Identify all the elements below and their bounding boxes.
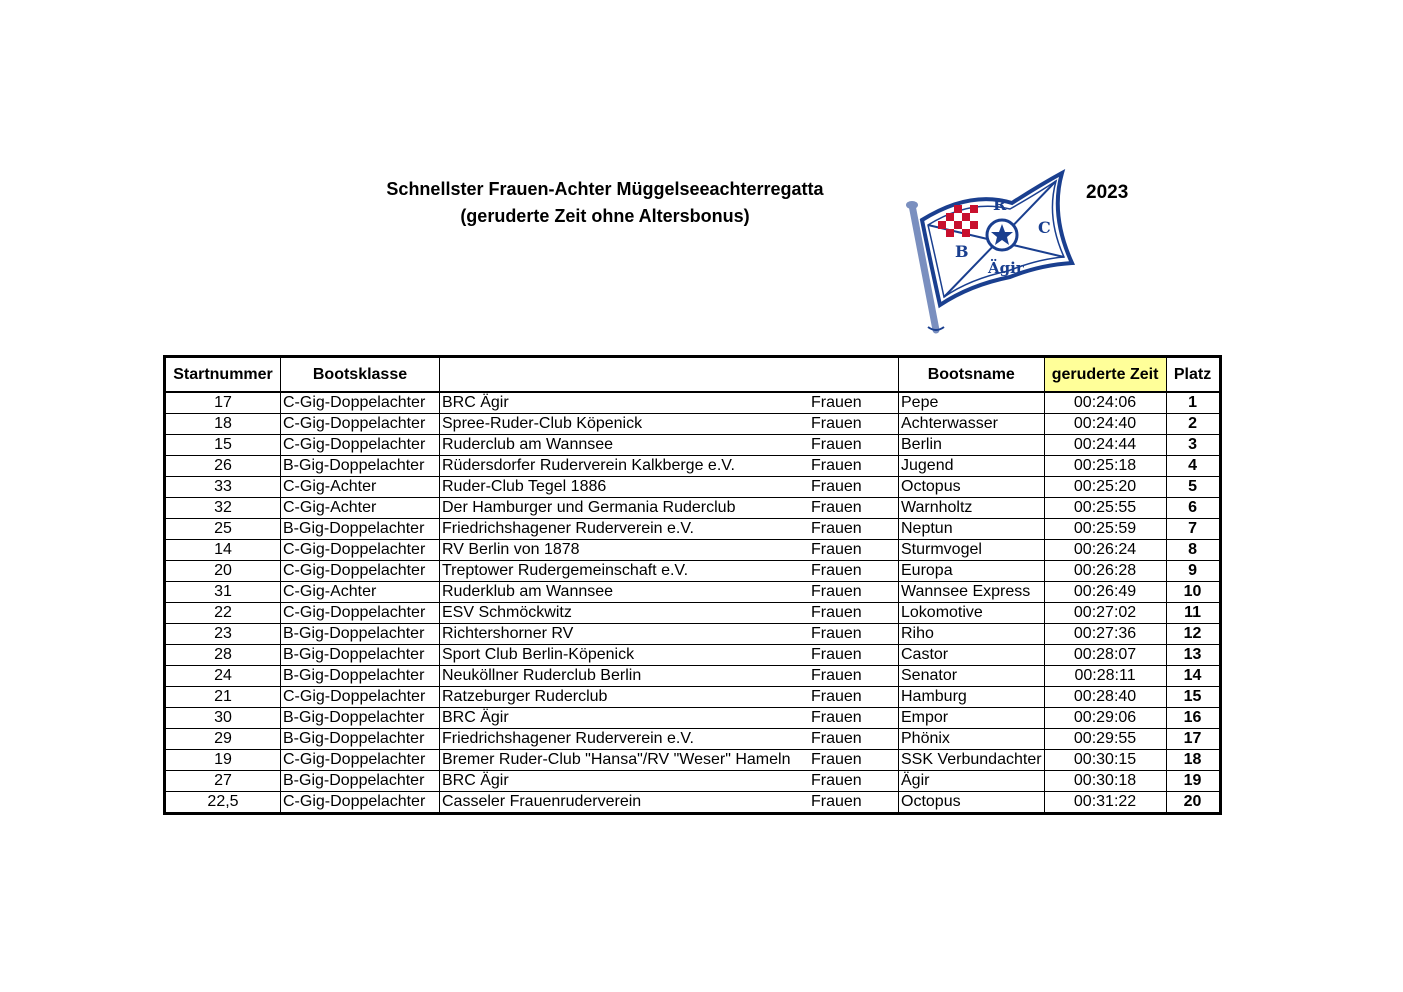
cell-kategorie: Frauen xyxy=(811,415,862,432)
cell-verein: Ruderklub am Wannsee xyxy=(442,583,614,600)
cell-kategorie: Frauen xyxy=(811,751,862,768)
cell-verein: Friedrichshagener Ruderverein e.V. xyxy=(442,520,694,537)
cell-geruderte-zeit: 00:25:59 xyxy=(1044,519,1166,540)
cell-kategorie: Frauen xyxy=(811,688,862,705)
col-platz: Platz xyxy=(1166,357,1220,393)
cell-verein-kategorie xyxy=(440,645,899,666)
cell-kategorie: Frauen xyxy=(811,793,862,810)
year-label: 2023 xyxy=(1086,182,1129,203)
cell-bootsname: Europa xyxy=(899,561,1045,582)
cell-platz: 14 xyxy=(1166,666,1220,687)
cell-verein: BRC Ägir xyxy=(442,772,509,789)
col-geruderte-zeit: geruderte Zeit xyxy=(1044,357,1166,393)
cell-bootsklasse: B-Gig-Doppelachter xyxy=(281,771,440,792)
cell-verein-kategorie xyxy=(440,792,899,814)
cell-kategorie: Frauen xyxy=(811,709,862,726)
logo-letter-r: R xyxy=(993,195,1007,214)
cell-verein-kategorie xyxy=(440,603,899,624)
cell-platz: 5 xyxy=(1166,477,1220,498)
cell-bootsklasse: B-Gig-Doppelachter xyxy=(281,519,440,540)
cell-geruderte-zeit: 00:26:28 xyxy=(1044,561,1166,582)
cell-verein: Sport Club Berlin-Köpenick xyxy=(442,646,635,663)
cell-verein-kategorie xyxy=(440,582,899,603)
cell-geruderte-zeit: 00:30:18 xyxy=(1044,771,1166,792)
cell-startnummer: 33 xyxy=(165,477,281,498)
cell-bootsname: Phönix xyxy=(899,729,1045,750)
cell-verein: BRC Ägir xyxy=(442,709,509,726)
col-bootsname: Bootsname xyxy=(899,357,1045,393)
cell-verein-kategorie xyxy=(440,519,899,540)
col-startnummer: Startnummer xyxy=(165,357,281,393)
cell-verein-kategorie xyxy=(440,624,899,645)
cell-verein: Friedrichshagener Ruderverein e.V. xyxy=(442,730,694,747)
cell-bootsname: Ägir xyxy=(899,771,1045,792)
cell-kategorie: Frauen xyxy=(811,436,862,453)
cell-verein: BRC Ägir xyxy=(442,394,509,411)
cell-bootsname: Lokomotive xyxy=(899,603,1045,624)
cell-kategorie: Frauen xyxy=(811,520,862,537)
cell-bootsname: SSK Verbundachter xyxy=(899,750,1045,771)
cell-bootsklasse: B-Gig-Doppelachter xyxy=(281,708,440,729)
logo-letter-b: B xyxy=(955,242,969,261)
cell-verein-kategorie xyxy=(440,540,899,561)
table-row xyxy=(165,392,1221,414)
table-row xyxy=(165,729,1221,750)
cell-geruderte-zeit: 00:27:36 xyxy=(1044,624,1166,645)
cell-geruderte-zeit: 00:25:18 xyxy=(1044,456,1166,477)
cell-platz: 3 xyxy=(1166,435,1220,456)
cell-verein-kategorie xyxy=(440,771,899,792)
cell-verein-kategorie xyxy=(440,477,899,498)
cell-startnummer: 32 xyxy=(165,498,281,519)
cell-verein: Rüdersdorfer Ruderverein Kalkberge e.V. xyxy=(442,457,735,474)
cell-bootsklasse: C-Gig-Achter xyxy=(281,498,440,519)
cell-bootsname: Empor xyxy=(899,708,1045,729)
cell-verein-kategorie xyxy=(440,414,899,435)
cell-kategorie: Frauen xyxy=(811,541,862,558)
cell-startnummer: 17 xyxy=(165,392,281,414)
cell-bootsklasse: B-Gig-Doppelachter xyxy=(281,729,440,750)
cell-bootsklasse: C-Gig-Doppelachter xyxy=(281,414,440,435)
cell-bootsklasse: B-Gig-Doppelachter xyxy=(281,666,440,687)
table-row xyxy=(165,666,1221,687)
cell-bootsname: Wannsee Express xyxy=(899,582,1045,603)
table-row xyxy=(165,414,1221,435)
cell-platz: 9 xyxy=(1166,561,1220,582)
cell-verein-kategorie xyxy=(440,729,899,750)
cell-verein-kategorie xyxy=(440,666,899,687)
cell-bootsname: Achterwasser xyxy=(899,414,1045,435)
cell-geruderte-zeit: 00:29:55 xyxy=(1044,729,1166,750)
cell-geruderte-zeit: 00:31:22 xyxy=(1044,792,1166,814)
cell-platz: 16 xyxy=(1166,708,1220,729)
table-row xyxy=(165,582,1221,603)
cell-bootsname: Jugend xyxy=(899,456,1045,477)
cell-kategorie: Frauen xyxy=(811,499,862,516)
cell-bootsname: Sturmvogel xyxy=(899,540,1045,561)
cell-bootsname: Neptun xyxy=(899,519,1045,540)
cell-kategorie: Frauen xyxy=(811,730,862,747)
cell-startnummer: 27 xyxy=(165,771,281,792)
cell-startnummer: 26 xyxy=(165,456,281,477)
cell-verein: Ratzeburger Ruderclub xyxy=(442,688,608,705)
cell-startnummer: 30 xyxy=(165,708,281,729)
col-bootsklasse: Bootsklasse xyxy=(281,357,440,393)
cell-platz: 17 xyxy=(1166,729,1220,750)
cell-kategorie: Frauen xyxy=(811,604,862,621)
cell-startnummer: 18 xyxy=(165,414,281,435)
table-row xyxy=(165,792,1221,814)
cell-platz: 6 xyxy=(1166,498,1220,519)
cell-verein: Ruder-Club Tegel 1886 xyxy=(442,478,607,495)
cell-kategorie: Frauen xyxy=(811,625,862,642)
cell-bootsklasse: B-Gig-Doppelachter xyxy=(281,645,440,666)
cell-startnummer: 22,5 xyxy=(165,792,281,814)
cell-verein-kategorie xyxy=(440,687,899,708)
cell-kategorie: Frauen xyxy=(811,583,862,600)
cell-platz: 13 xyxy=(1166,645,1220,666)
cell-geruderte-zeit: 00:26:49 xyxy=(1044,582,1166,603)
cell-bootsname: Senator xyxy=(899,666,1045,687)
flag-icon xyxy=(900,165,1080,340)
table-row xyxy=(165,687,1221,708)
logo-club-name: Ägir xyxy=(988,259,1024,277)
cell-kategorie: Frauen xyxy=(811,394,862,411)
cell-platz: 15 xyxy=(1166,687,1220,708)
cell-bootsklasse: C-Gig-Achter xyxy=(281,582,440,603)
table-row xyxy=(165,645,1221,666)
cell-kategorie: Frauen xyxy=(811,457,862,474)
cell-platz: 8 xyxy=(1166,540,1220,561)
cell-kategorie: Frauen xyxy=(811,562,862,579)
cell-bootsname: Pepe xyxy=(899,392,1045,414)
cell-startnummer: 15 xyxy=(165,435,281,456)
cell-verein-kategorie xyxy=(440,456,899,477)
cell-kategorie: Frauen xyxy=(811,772,862,789)
cell-verein-kategorie xyxy=(440,498,899,519)
cell-geruderte-zeit: 00:27:02 xyxy=(1044,603,1166,624)
cell-bootsklasse: C-Gig-Doppelachter xyxy=(281,435,440,456)
cell-startnummer: 21 xyxy=(165,687,281,708)
cell-verein: RV Berlin von 1878 xyxy=(442,541,580,558)
cell-verein: ESV Schmöckwitz xyxy=(442,604,572,621)
cell-verein-kategorie xyxy=(440,561,899,582)
table-body xyxy=(165,392,1221,814)
cell-bootsklasse: C-Gig-Doppelachter xyxy=(281,750,440,771)
cell-startnummer: 14 xyxy=(165,540,281,561)
table-row xyxy=(165,708,1221,729)
cell-startnummer: 20 xyxy=(165,561,281,582)
cell-kategorie: Frauen xyxy=(811,646,862,663)
cell-startnummer: 28 xyxy=(165,645,281,666)
cell-platz: 19 xyxy=(1166,771,1220,792)
table-row xyxy=(165,771,1221,792)
cell-platz: 4 xyxy=(1166,456,1220,477)
cell-bootsklasse: C-Gig-Doppelachter xyxy=(281,392,440,414)
cell-kategorie: Frauen xyxy=(811,478,862,495)
cell-verein: Bremer Ruder-Club "Hansa"/RV "Weser" Hameln xyxy=(442,751,791,768)
cell-geruderte-zeit: 00:28:07 xyxy=(1044,645,1166,666)
cell-geruderte-zeit: 00:26:24 xyxy=(1044,540,1166,561)
cell-bootsklasse: C-Gig-Doppelachter xyxy=(281,792,440,814)
cell-bootsname: Octopus xyxy=(899,477,1045,498)
title-line-2: (geruderte Zeit ohne Altersbonus) xyxy=(460,206,750,226)
col-verein-kategorie xyxy=(440,357,899,393)
table-row xyxy=(165,477,1221,498)
cell-geruderte-zeit: 00:28:40 xyxy=(1044,687,1166,708)
cell-verein: Spree-Ruder-Club Köpenick xyxy=(442,415,643,432)
cell-verein: Casseler Frauenruderverein xyxy=(442,793,642,810)
cell-verein: Neuköllner Ruderclub Berlin xyxy=(442,667,642,684)
cell-bootsklasse: C-Gig-Doppelachter xyxy=(281,687,440,708)
cell-platz: 20 xyxy=(1166,792,1220,814)
table-row xyxy=(165,603,1221,624)
cell-verein-kategorie xyxy=(440,392,899,414)
cell-bootsname: Hamburg xyxy=(899,687,1045,708)
cell-geruderte-zeit: 00:24:06 xyxy=(1044,392,1166,414)
title-line-1: Schnellster Frauen-Achter Müggelseeachterregatta xyxy=(386,179,824,199)
table-header-row xyxy=(165,357,1221,393)
cell-startnummer: 25 xyxy=(165,519,281,540)
cell-verein: Treptower Rudergemeinschaft e.V. xyxy=(442,562,689,579)
page-title xyxy=(340,176,870,230)
cell-bootsklasse: B-Gig-Doppelachter xyxy=(281,624,440,645)
cell-platz: 1 xyxy=(1166,392,1220,414)
cell-startnummer: 29 xyxy=(165,729,281,750)
table-row xyxy=(165,624,1221,645)
table-row xyxy=(165,435,1221,456)
cell-geruderte-zeit: 00:28:11 xyxy=(1044,666,1166,687)
cell-bootsklasse: C-Gig-Doppelachter xyxy=(281,540,440,561)
cell-geruderte-zeit: 00:25:55 xyxy=(1044,498,1166,519)
cell-verein: Der Hamburger und Germania Ruderclub xyxy=(442,499,736,516)
table-row xyxy=(165,498,1221,519)
cell-bootsname: Castor xyxy=(899,645,1045,666)
cell-startnummer: 24 xyxy=(165,666,281,687)
cell-verein: Ruderclub am Wannsee xyxy=(442,436,614,453)
club-flag-logo xyxy=(900,165,1080,340)
cell-startnummer: 23 xyxy=(165,624,281,645)
cell-geruderte-zeit: 00:24:44 xyxy=(1044,435,1166,456)
cell-geruderte-zeit: 00:29:06 xyxy=(1044,708,1166,729)
cell-bootsname: Berlin xyxy=(899,435,1045,456)
cell-startnummer: 31 xyxy=(165,582,281,603)
cell-bootsname: Warnholtz xyxy=(899,498,1045,519)
cell-verein-kategorie xyxy=(440,435,899,456)
cell-startnummer: 22 xyxy=(165,603,281,624)
cell-verein-kategorie xyxy=(440,708,899,729)
table-row xyxy=(165,540,1221,561)
cell-bootsname: Riho xyxy=(899,624,1045,645)
table-row xyxy=(165,456,1221,477)
cell-platz: 2 xyxy=(1166,414,1220,435)
table-row xyxy=(165,561,1221,582)
cell-bootsklasse: B-Gig-Doppelachter xyxy=(281,456,440,477)
cell-bootsklasse: C-Gig-Achter xyxy=(281,477,440,498)
cell-platz: 12 xyxy=(1166,624,1220,645)
cell-bootsname: Octopus xyxy=(899,792,1045,814)
cell-platz: 7 xyxy=(1166,519,1220,540)
cell-bootsklasse: C-Gig-Doppelachter xyxy=(281,603,440,624)
cell-platz: 10 xyxy=(1166,582,1220,603)
cell-geruderte-zeit: 00:24:40 xyxy=(1044,414,1166,435)
cell-verein: Richtershorner RV xyxy=(442,625,574,642)
logo-letter-c: C xyxy=(1038,218,1051,237)
cell-geruderte-zeit: 00:30:15 xyxy=(1044,750,1166,771)
cell-platz: 11 xyxy=(1166,603,1220,624)
cell-bootsklasse: C-Gig-Doppelachter xyxy=(281,561,440,582)
cell-geruderte-zeit: 00:25:20 xyxy=(1044,477,1166,498)
table-row xyxy=(165,519,1221,540)
cell-verein-kategorie xyxy=(440,750,899,771)
cell-kategorie: Frauen xyxy=(811,667,862,684)
table-row xyxy=(165,750,1221,771)
cell-startnummer: 19 xyxy=(165,750,281,771)
results-table xyxy=(163,355,1222,815)
cell-platz: 18 xyxy=(1166,750,1220,771)
